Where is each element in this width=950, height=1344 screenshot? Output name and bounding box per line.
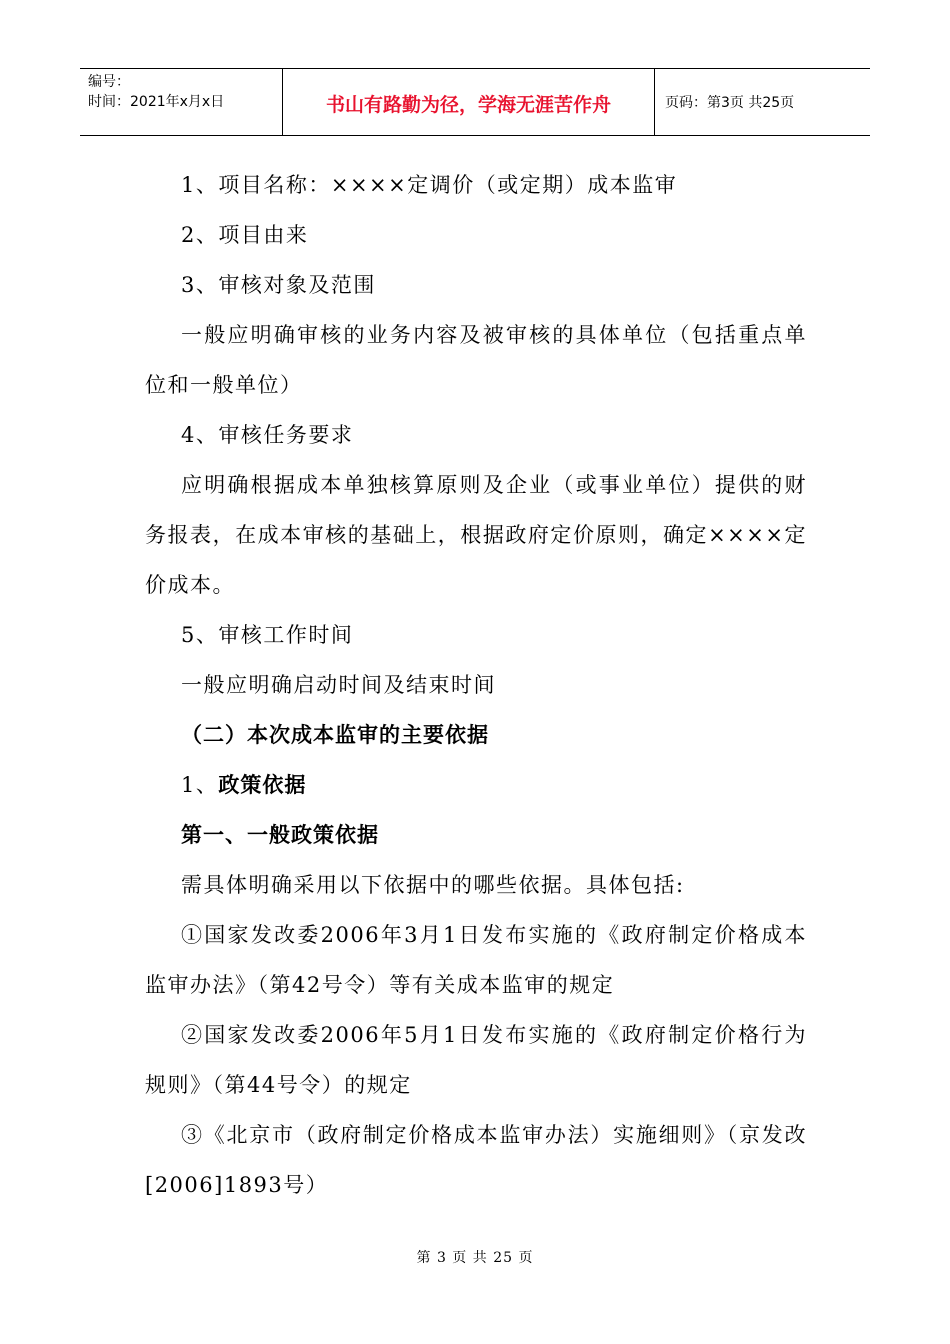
- policy-basis-number: 1、: [181, 773, 219, 797]
- list-item-basis-1: ①国家发改委2006年3月1日发布实施的《政府制定价格成本监审办法》（第42号令）等有关成本监审的规定: [145, 923, 807, 997]
- date-label: 时间：2021年x月x日: [88, 94, 225, 110]
- header-motto-cell: [283, 69, 655, 135]
- policy-basis-title: 政策依据: [218, 773, 307, 797]
- page-footer: [0, 1247, 950, 1267]
- paragraph-task-detail: 应明确根据成本单独核算原则及企业（或事业单位）提供的财务报表，在成本审核的基础上，根据政府定价原则，确定××××定价成本。: [145, 473, 807, 597]
- section-heading-basis: （二）本次成本监审的主要依据: [181, 723, 489, 747]
- motto-text: 书山有路勤为径，学海无涯苦作舟: [325, 93, 611, 116]
- document-header: [80, 68, 870, 136]
- paragraph-work-time: 5、审核工作时间: [181, 623, 354, 647]
- list-item-basis-2: ②国家发改委2006年5月1日发布实施的《政府制定价格行为规则》（第44号令）的规定: [145, 1023, 807, 1097]
- paragraph-project-origin: 2、项目由来: [181, 223, 309, 247]
- paragraph-task-requirements: 4、审核任务要求: [181, 423, 354, 447]
- paragraph-policy-basis: [145, 760, 807, 810]
- paragraph-time-detail: 一般应明确启动时间及结束时间: [181, 673, 496, 697]
- paragraph-audit-scope: 3、审核对象及范围: [181, 273, 376, 297]
- page-info: 页码：第3页 共25页: [665, 95, 795, 111]
- paragraph-basis-intro: 需具体明确采用以下依据中的哪些依据。具体包括:: [181, 873, 685, 897]
- header-page-cell: [655, 69, 870, 135]
- document-body: [145, 160, 807, 1210]
- subheading-general-policy: 第一、一般政策依据: [181, 823, 379, 847]
- paragraph-project-name: 1、项目名称：××××定调价（或定期）成本监审: [181, 173, 678, 197]
- paragraph-scope-detail: 一般应明确审核的业务内容及被审核的具体单位（包括重点单位和一般单位）: [145, 323, 807, 397]
- footer-page-number: 第 3 页 共 25 页: [416, 1250, 534, 1266]
- list-item-basis-3: ③《北京市（政府制定价格成本监审办法）实施细则》（京发改[2006]1893号）: [145, 1123, 807, 1197]
- header-meta-cell: [80, 69, 283, 135]
- number-label: 编号：: [88, 74, 130, 90]
